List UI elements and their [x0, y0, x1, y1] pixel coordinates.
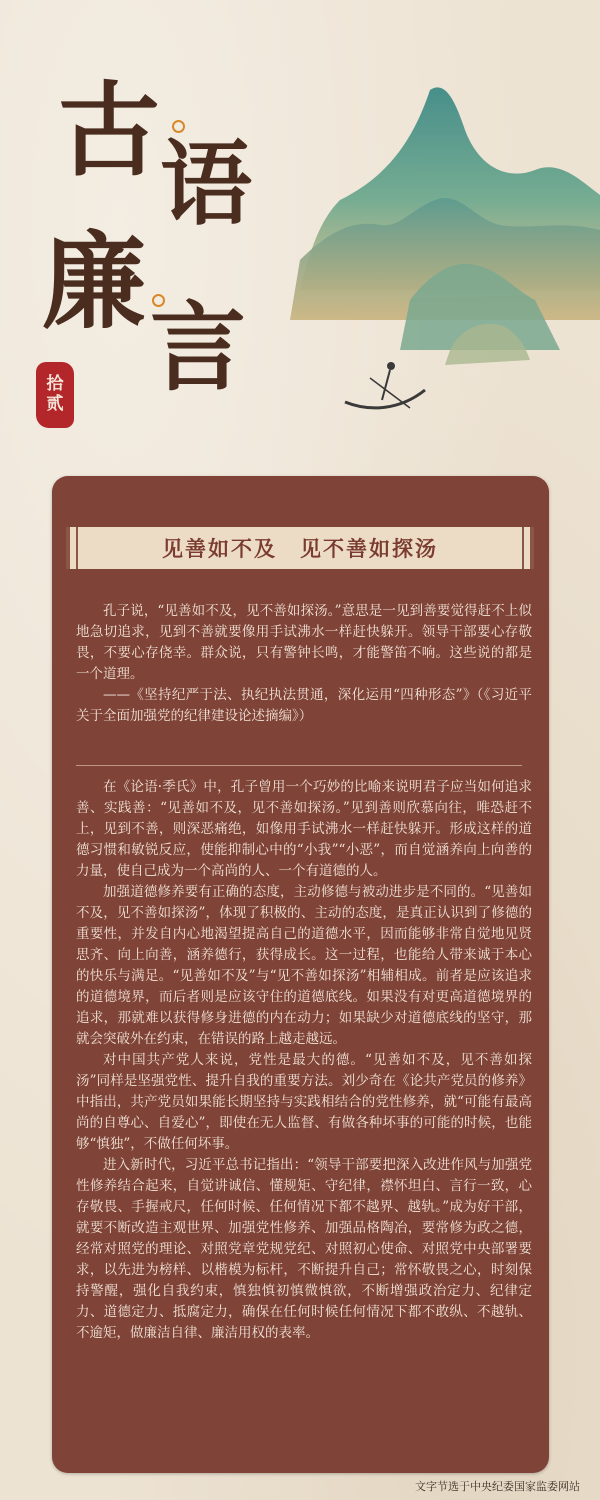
article-paragraph: 进入新时代，习近平总书记指出：“领导干部要把深入改进作风与加强党性修养结合起来，自觉讲诚信、懂规矩、守纪律，襟怀坦白、言行一致，心存敬畏、手握戒尺，任何时候、任何情况下都不越界、越轨。”成为好干部，就要不断改造主观世界、加强党性修养、加强品格陶冶，要常修为政之德，经常对照党的理论、对照党章党规党纪、对照初心使命、对照党中央部署要求，以先进为榜样、以楷模为标杆，不断提升自己；常怀敬畏之心，时刻保持警醒，强化自我约束，慎独慎初慎微慎欲，不断增强政治定力、纪律定力、道德定力、抵腐定力，确保在任何时候任何情况下都不敢纵、不越轨、不逾矩，做廉洁自律、廉洁用权的表率。 [76, 1157, 532, 1341]
banner-border-left [76, 527, 78, 569]
ornament-dot [152, 294, 165, 307]
title-char-3: 廉 [42, 220, 147, 343]
article-paragraph: 在《论语·季氏》中，孔子曾用一个巧妙的比喻来说明君子应当如何追求善、实践善：“见善如不及，见不善如探汤。”见到善则欣慕向往，唯恐赶不上，见到不善，则深恶痛绝，如像用手试沸水一样赶快躲开。形成这样的道德习惯和敏锐反应，使能抑制心中的“小我”“小恶”，而自觉涵养向上向善的力量，使自己成为一个高尚的人、一个有道德的人。 [76, 779, 532, 879]
mountain-illustration [260, 60, 600, 420]
quote-source: ——《坚持纪严于法、执纪执法贯通，深化运用“四种形态”》（《习近平关于全面加强党的纪律建设论述摘编》） [76, 687, 532, 724]
article-paragraph: 加强道德修养要有正确的态度，主动修德与被动进步是不同的。“见善如不及，见不善如探汤”，体现了积极的、主动的态度，是真正认识到了修德的重要性，并发自内心地渴望提高自己的道德水平，因而能够非常自觉地见贤思齐、向上向善，涵养德行，获得成长。这一过程，也能给人带来诚于本心的快乐与满足。“见善如不及”与“见不善如探汤”相辅相成。前者是应该追求的道德境界，而后者则是应该守住的道德底线。如果没有对更高道德境界的追求，那就难以获得修身进德的内在动力；如果缺少对道德底线的坚守，那就会突破外在约束，在错误的路上越走越远。 [76, 884, 532, 1047]
source-note: 文字节选于中央纪委国家监委网站 [415, 1480, 580, 1493]
article-body [76, 777, 532, 1344]
seal-char-1: 拾 [46, 374, 64, 395]
title-char-4: 言 [150, 291, 246, 404]
section-divider [76, 765, 522, 766]
subtitle-text: 见善如不及 见不善如探汤 [162, 536, 438, 561]
banner-border-right [522, 527, 524, 569]
ornament-dot [172, 120, 185, 133]
subtitle-banner [66, 527, 534, 569]
article-paragraph: 对中国共产党人来说，党性是最大的德。“见善如不及，见不善如探汤”同样是坚强党性、提升自我的重要方法。刘少奇在《论共产党员的修养》中指出，共产党员如果能长期坚持与实践相结合的党性修养，就“可能有最高尚的自尊心、自爱心”，即使在无人监督、有做各种坏事的可能的时候，也能够“慎独”，不做任何坏事。 [76, 1052, 532, 1152]
quote-paragraph: 孔子说，“见善如不及，见不善如探汤。”意思是一见到善要觉得赶不上似地急切追求，见到不善就要像用手试沸水一样赶快躲开。领导干部要心存敬畏，不要心存侥幸。群众说，只有警钟长鸣，才能警笛不响。这些说的都是一个道理。 [76, 603, 532, 682]
quote-block [76, 601, 532, 727]
title-char-2: 语 [160, 130, 253, 238]
title-char-1: 古 [58, 71, 160, 191]
seal-char-2: 贰 [46, 394, 64, 414]
seal-stamp [36, 362, 74, 428]
